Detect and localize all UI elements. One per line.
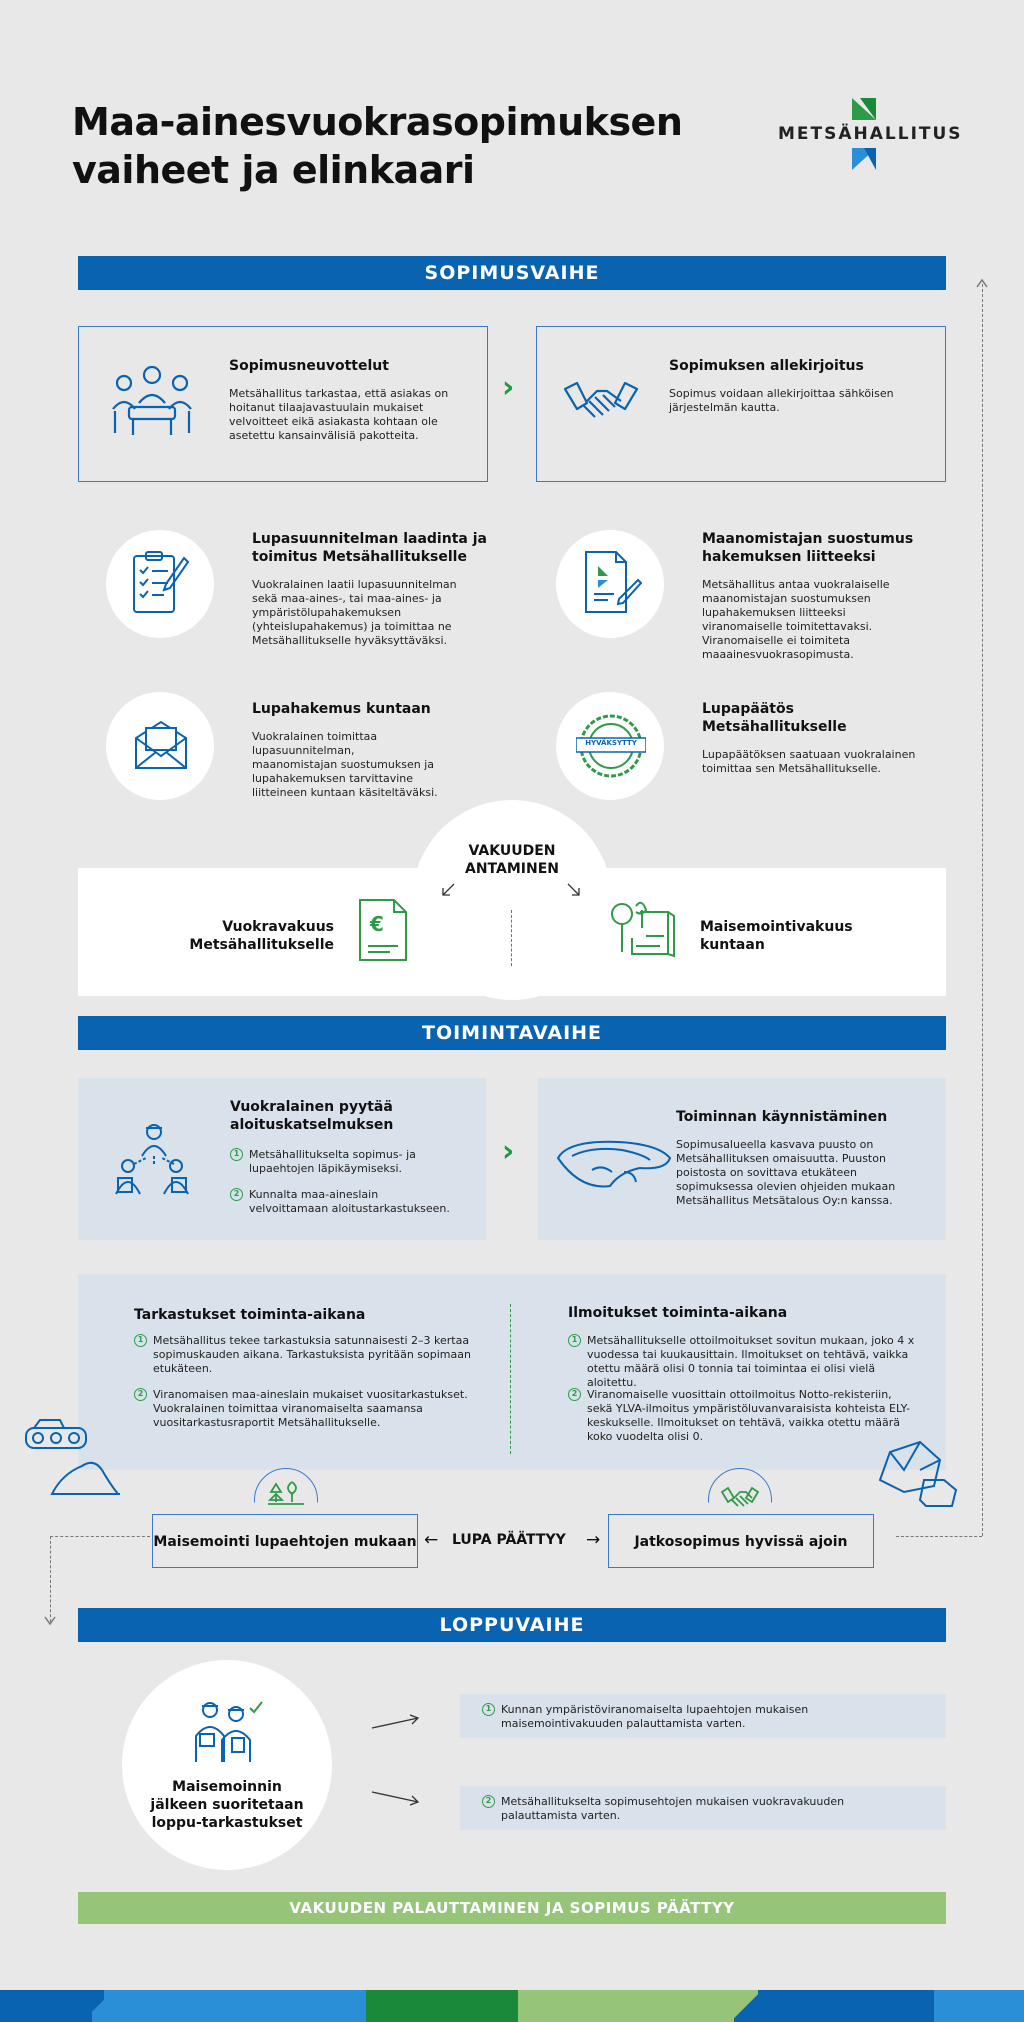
- arrow-down-right-icon: [566, 882, 582, 898]
- operation-panel: [78, 1274, 946, 1470]
- brand-logo: [778, 98, 963, 178]
- footer-bar: VAKUUDEN PALAUTTAMINEN JA SOPIMUS PÄÄTTYY: [78, 1892, 946, 1924]
- panel-divider: [510, 1304, 511, 1454]
- continuation-box: Jatkosopimus hyvissä ajoin: [608, 1514, 874, 1568]
- arrow-icon: [370, 1788, 422, 1808]
- card-text: Metsähallitus tarkastaa, että asiakas on hoitanut tilaajavastuulain mukaiset velvoitteet eikä asiakasta kohtaan ole asetettu kansainvälisiä pakotteita.: [229, 387, 449, 442]
- number-badge: 2: [230, 1188, 243, 1201]
- document-circle: [556, 530, 664, 638]
- number-badge: 2: [568, 1388, 581, 1401]
- inspection-point-1: 1 Metsähallitus tekee tarkastuksia satunnaisesti 2–3 kertaa sopimuskauden aikana. Tarkastuksista pyritään sopimaan etukäteen.: [134, 1334, 474, 1376]
- rock-pile-icon: [876, 1440, 966, 1510]
- arrow-right-icon: →: [586, 1530, 601, 1550]
- quarry-pit-icon: [554, 1136, 674, 1190]
- item-text: Metsähallitus antaa vuokralaiselle maanomistajan suostumuksen lupahakemuksen liitteeksi viranomaiselle toimitettavaksi. Viranomaiselle ei toimiteta maaainesvuokrasopimusta.: [702, 578, 890, 661]
- envelope-circle: [106, 692, 214, 800]
- cycle-line-left: [50, 1536, 51, 1622]
- number-badge: 1: [134, 1334, 147, 1347]
- landscaping-box: Maisemointi lupaehtojen mukaan: [152, 1514, 418, 1568]
- cycle-line-right: [982, 284, 983, 1536]
- final-point-2: 2 Metsähallitukselta sopimusehtojen mukaisen vuokravakuuden palauttamista varten.: [460, 1786, 946, 1830]
- card-aloituskatselmus: [78, 1078, 486, 1240]
- number-badge: 1: [230, 1148, 243, 1161]
- card-allekirjoitus: [536, 326, 946, 482]
- bottom-stripe: [0, 1990, 1024, 2022]
- chevron-right-icon: ›: [502, 370, 515, 405]
- card-title: Sopimusneuvottelut: [229, 358, 389, 374]
- meeting-people-icon: [111, 363, 193, 439]
- clipboard-checklist-icon: [132, 550, 190, 616]
- brand-name: METSÄHALLITUS: [778, 124, 963, 144]
- inspections-title: Tarkastukset toiminta-aikana: [134, 1307, 366, 1323]
- point-1: 1 Metsähallitukselta sopimus- ja lupaehtojen läpikäymiseksi.: [230, 1148, 460, 1176]
- inspectors-check-icon: [192, 1698, 266, 1764]
- cycle-line-right-h: [896, 1536, 982, 1537]
- inspection-point-2: 2 Viranomaisen maa-aineslain mukaiset vuositarkastukset. Vuokralainen toimittaa viranomaiselta saamansa vuositarkastusraportit Metsähallitukselle.: [134, 1388, 474, 1430]
- number-badge: 2: [482, 1795, 495, 1808]
- card-title: Sopimuksen allekirjoitus: [669, 358, 864, 374]
- handshake-small-icon: [720, 1486, 760, 1508]
- card-text: Sopimus voidaan allekirjoittaa sähköisen järjestelmän kautta.: [669, 387, 894, 414]
- chevron-right-icon: ›: [502, 1134, 515, 1169]
- number-badge: 2: [134, 1388, 147, 1401]
- trees-icon: [266, 1478, 306, 1506]
- arrow-up-icon: [976, 278, 988, 288]
- excavator-rocks-icon: [22, 1414, 122, 1498]
- item-title: Lupapäätös Metsähallitukselle: [702, 701, 847, 735]
- euro-sign: €: [370, 912, 384, 936]
- card-title: Toiminnan käynnistäminen: [676, 1109, 888, 1125]
- arrow-down-left-icon: [440, 882, 456, 898]
- item-title: Maanomistajan suostumus hakemuksen liitteeksi: [702, 531, 914, 565]
- item-title: Lupahakemus kuntaan: [252, 701, 431, 717]
- final-inspection-text: Maisemoinnin jälkeen suoritetaan loppu-tarkastukset: [150, 1779, 304, 1831]
- notices-title: Ilmoitukset toiminta-aikana: [568, 1305, 788, 1321]
- number-badge: 1: [482, 1703, 495, 1716]
- envelope-icon: [134, 720, 188, 770]
- cycle-line-left-h: [50, 1536, 150, 1537]
- signed-document-icon: [584, 550, 642, 616]
- item-text: Lupapäätöksen saatuaan vuokralainen toimittaa sen Metsähallitukselle.: [702, 748, 916, 775]
- phase-bar-loppuvaihe: LOPPUVAIHE: [78, 1608, 946, 1642]
- item-title: Lupasuunnitelman laadinta ja toimitus Metsähallitukselle: [252, 531, 487, 565]
- arrow-left-icon: ←: [424, 1530, 439, 1550]
- notice-point-2: 2 Viranomaiselle vuosittain ottoilmoitus Notto-rekisteriin, sekä YLVA-ilmoitus ympäristöluvanvaraisista kohteista ELY-keskukselle. Ilmoitukset on tehtävä, vaikka otettu määrä koko vuodelta olisi 0.: [568, 1388, 918, 1444]
- guarantee-divider: [511, 910, 512, 966]
- arrow-icon: [370, 1712, 422, 1732]
- number-badge: 1: [568, 1334, 581, 1347]
- inspectors-icon: [114, 1120, 194, 1204]
- card-sopimusneuvottelut: [78, 326, 488, 482]
- final-point-1: 1 Kunnan ympäristöviranomaiselta lupaehtojen mukaisen maisemointivakuuden palauttamista varten.: [460, 1694, 946, 1738]
- handshake-icon: [563, 375, 639, 429]
- guarantee-title: VAKUUDEN ANTAMINEN: [465, 843, 559, 877]
- item-text: Vuokralainen laatii lupasuunnitelman sekä maa-aines-, tai maa-aines- ja ympäristölupahakemuksen (yhteislupahakemus) ja toimittaa ne Metsähallitukselle hyväksyttäväksi.: [252, 578, 457, 647]
- landscape-map-icon: [610, 896, 676, 960]
- notice-point-1: 1 Metsähallitukselle ottoilmoitukset sovitun mukaan, joko 4 x vuodessa tai kuukausittain. Ilmoitukset on tehtävä, vaikka otettu määrä olisi 0 tonnia tai toimintaa ei olisi vielä aloitettu.: [568, 1334, 918, 1390]
- final-inspection-circle: [122, 1660, 332, 1870]
- stamp-label: HYVÄKSYTTY: [585, 739, 637, 747]
- item-text: Vuokralainen toimittaa lupasuunnitelman, maanomistajan suostumuksen ja lupahakemuksen tarvittavine liitteineen kuntaan käsiteltäväksi.: [252, 730, 438, 799]
- phase-bar-toimintavaihe: TOIMINTAVAIHE: [78, 1016, 946, 1050]
- card-text: Sopimusalueella kasvava puusto on Metsähallituksen omaisuutta. Puuston poistosta on sovittava etukäteen sopimuksessa olevien ohjeiden mukaan Metsähallitus Metsätalous Oy:n kanssa.: [676, 1138, 896, 1207]
- point-2: 2 Kunnalta maa-aineslain velvoittamaan aloitustarkastukseen.: [230, 1188, 460, 1216]
- card-kaynnistaminen: [538, 1078, 946, 1240]
- landscape-guarantee-label: Maisemointivakuus kuntaan: [700, 919, 853, 953]
- arrow-down-icon: [44, 1616, 56, 1626]
- card-title: Vuokralainen pyytää aloituskatselmuksen: [230, 1099, 394, 1133]
- phase-bar-sopimusvaihe: SOPIMUSVAIHE: [78, 256, 946, 290]
- stamp-circle: [556, 692, 664, 800]
- permit-ends-label: LUPA PÄÄTTYY: [452, 1532, 566, 1548]
- page-title: Maa-ainesvuokrasopimuksen vaiheet ja elinkaari: [72, 100, 683, 192]
- clipboard-circle: [106, 530, 214, 638]
- rent-guarantee-label: Vuokravakuus Metsähallitukselle: [189, 919, 334, 953]
